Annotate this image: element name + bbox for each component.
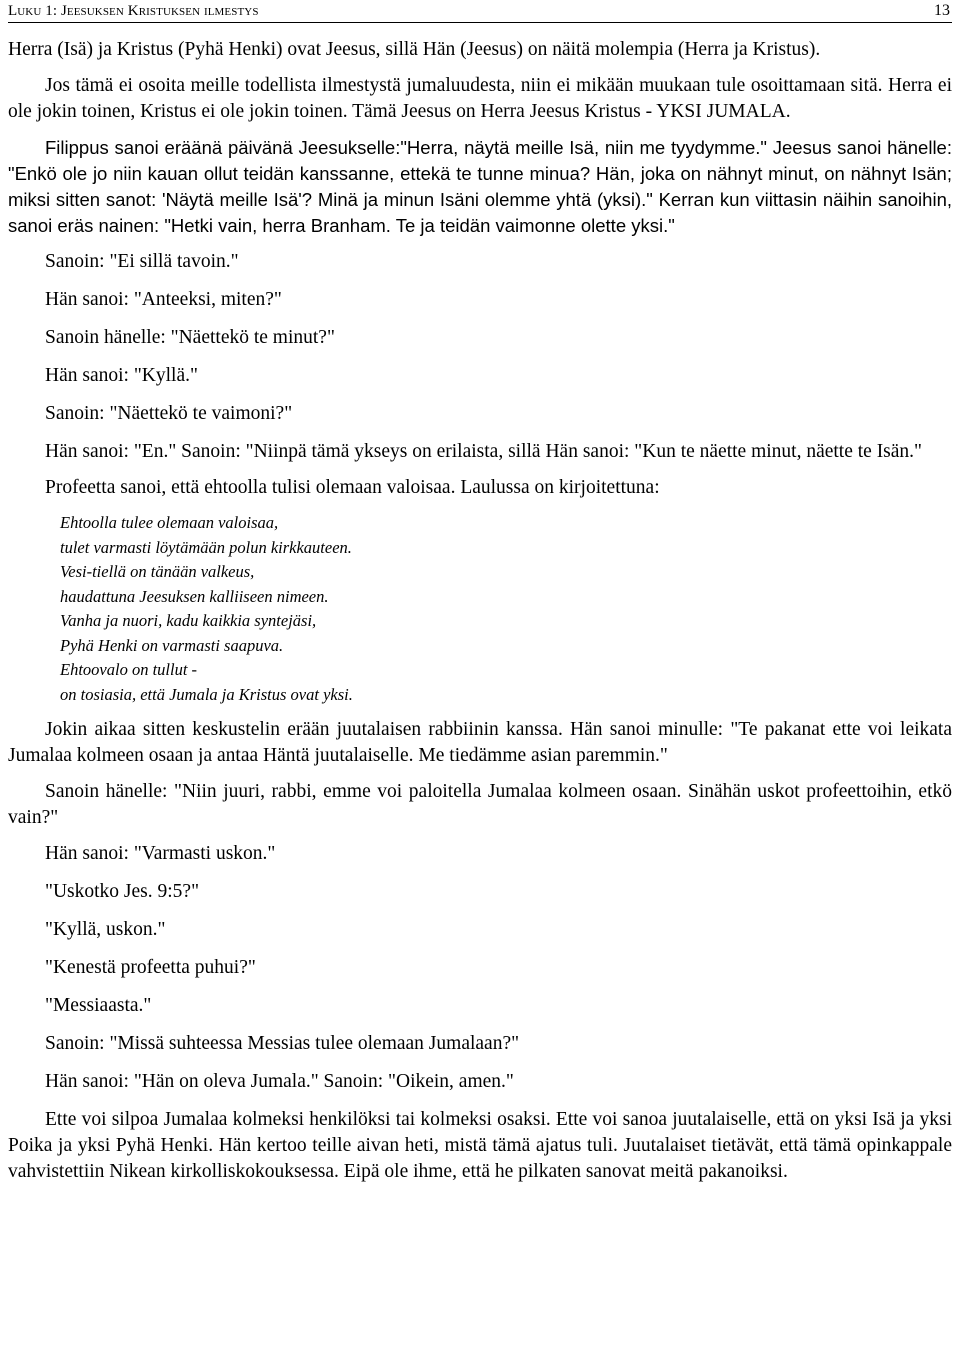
dialogue-line: "Kenestä profeetta puhui?" <box>45 957 256 978</box>
poem-line: Ehtoovalo on tullut - <box>60 660 198 679</box>
poem-line: Vesi-tiellä on tänään valkeus, <box>60 562 255 581</box>
body-text <box>8 37 952 1185</box>
poem-line: haudattuna Jeesuksen kalliiseen nimeen. <box>60 586 329 606</box>
paragraph: Sanoin hänelle: "Niin juuri, rabbi, emme voi paloitella Jumalaa kolmeen osaan. Sinähän uskot profeettoihin, etkö vain?" <box>8 781 952 828</box>
paragraph: Jos tämä ei osoita meille todellista ilmestystä jumaluudesta, niin ei mikään muukaan tule osoittamaan sitä. Herra ei ole jokin toinen, Kristus ei ole jokin toinen. Tämä Jeesus on Herra Jeesus Kristus - YKSI JUMALA. <box>8 75 952 122</box>
paragraph: Profeetta sanoi, että ehtoolla tulisi olemaan valoisaa. Laulussa on kirjoitettuna: <box>45 477 660 498</box>
paragraph: Ette voi silpoa Jumalaa kolmeksi henkilöksi tai kolmeksi osaksi. Ette voi sanoa juutalaiselle, että on yksi Isä ja yksi Poika ja yksi Pyhä Henki. Hän kertoo teille aivan heti, mistä tämä ajatus tuli. Juutalaiset tietävät, että tämä opinkappale vahvistettiin Nikean kirkolliskokouksessa. Eipä ole ihme, että he pilkaten sanovat meitä pakanoiksi. <box>8 1109 952 1182</box>
poem-line: Vanha ja nuori, kadu kaikkia syntejäsi, <box>60 611 317 630</box>
dialogue-line: Sanoin: "Ei sillä tavoin." <box>45 251 239 272</box>
poem <box>60 511 952 707</box>
paragraph: Herra (Isä) ja Kristus (Pyhä Henki) ovat Jeesus, sillä Hän (Jeesus) on näitä molempia (Herra ja Kristus). <box>8 39 821 60</box>
poem-line: Ehtoolla tulee olemaan valoisaa, <box>60 513 279 532</box>
paragraph: Filippus sanoi eräänä päivänä Jeesukselle:"Herra, näytä meille Isä, niin me tyydymme." Jeesus sanoi hänelle: "Enkö ole jo niin kauan ollut teidän kanssanne, ettekä te tunne minua? Hän, joka on nähnyt minut, on nähnyt Isän; miksi sitten sanot: 'Näytä meille Isä'? Minä ja minun Isäni olemme yhtä (yksi)." Kerran kun viittasin näihin sanoihin, sanoi eräs nainen: "Hetki vain, herra Branham. Te ja teidän vaimonne olette yksi." <box>8 137 952 236</box>
page-number: 13 <box>934 2 950 19</box>
dialogue-line: Hän sanoi: "Hän on oleva Jumala." Sanoin: "Oikein, amen." <box>45 1071 514 1092</box>
paragraph: Jokin aikaa sitten keskustelin erään juutalaisen rabbiinin kanssa. Hän sanoi minulle: "Te pakanat ette voi leikata Jumalaa kolmeen osaan ja antaa Häntä juutalaiselle. Me tiedämme asian paremmin." <box>8 719 952 766</box>
dialogue-line: "Messiaasta." <box>45 995 152 1016</box>
dialogue-line: Hän sanoi: "Varmasti uskon." <box>45 843 276 864</box>
paragraph: Hän sanoi: "En." Sanoin: "Niinpä tämä ykseys on erilaista, sillä Hän sanoi: "Kun te näette minut, näette te Isän." <box>45 441 923 462</box>
dialogue-line: "Kyllä, uskon." <box>45 919 166 940</box>
poem-line: tulet varmasti löytämään polun kirkkauteen. <box>60 537 352 557</box>
dialogue-line: Sanoin: "Missä suhteessa Messias tulee olemaan Jumalaan?" <box>45 1033 520 1054</box>
dialogue-line: Sanoin: "Näettekö te vaimoni?" <box>45 403 293 424</box>
chapter-title: Luku 1: Jeesuksen Kristuksen ilmestys <box>8 3 259 19</box>
document-page <box>8 0 952 1195</box>
poem-line: Pyhä Henki on varmasti saapuva. <box>60 635 284 655</box>
dialogue-line: Hän sanoi: "Kyllä." <box>45 365 198 386</box>
dialogue-line: "Uskotko Jes. 9:5?" <box>45 881 200 902</box>
poem-line: on tosiasia, että Jumala ja Kristus ovat yksi. <box>60 684 353 704</box>
dialogue-line: Sanoin hänelle: "Näettekö te minut?" <box>45 327 335 348</box>
dialogue-line: Hän sanoi: "Anteeksi, miten?" <box>45 289 282 310</box>
running-header <box>8 0 952 23</box>
